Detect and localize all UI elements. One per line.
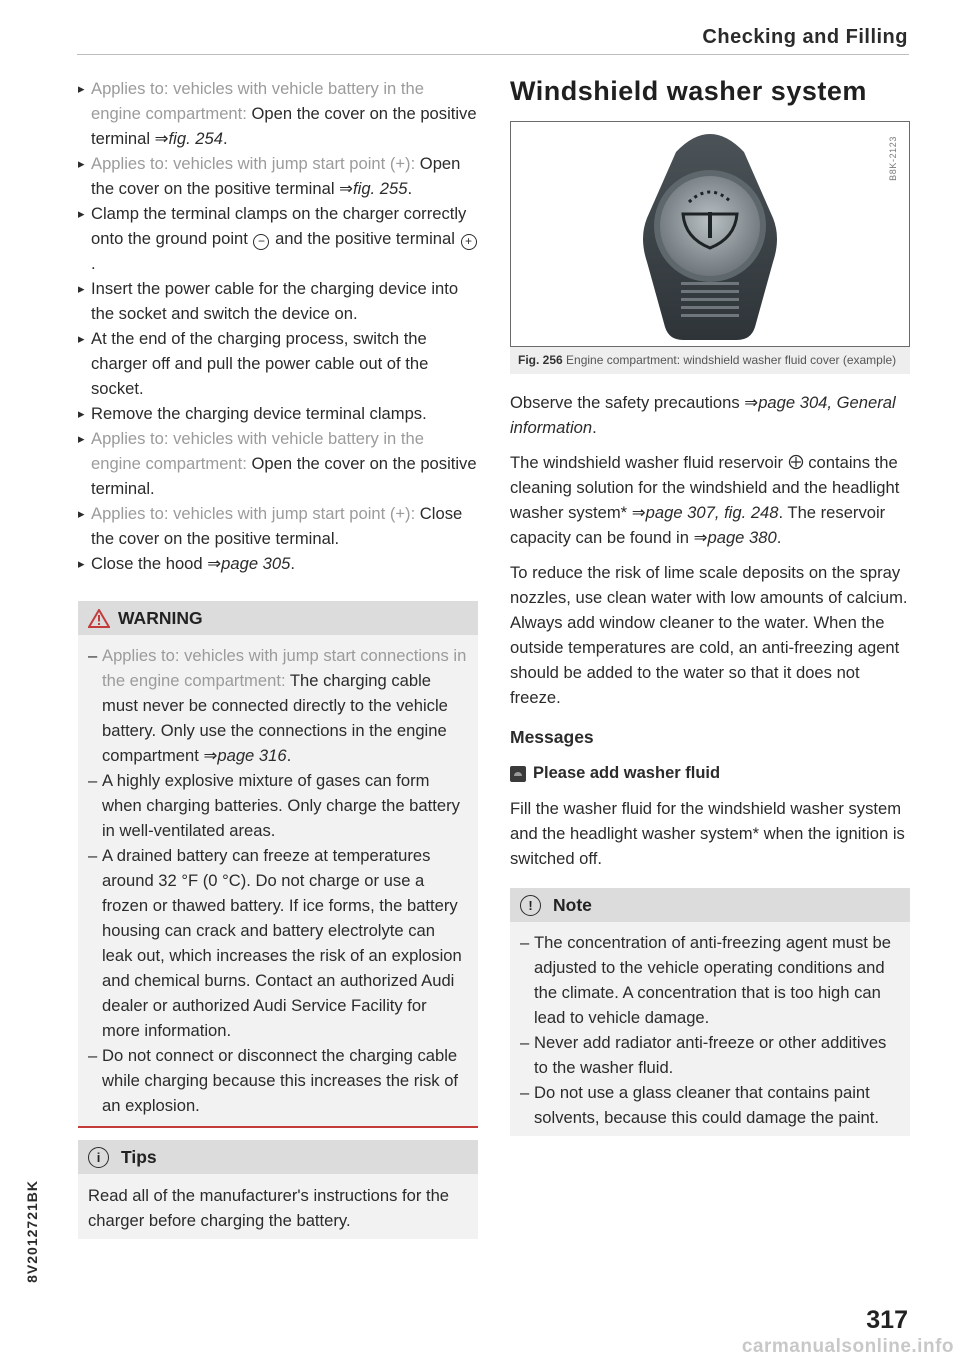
step-text: Open the cover on the positive terminal. bbox=[91, 454, 477, 498]
warning-header bbox=[78, 601, 478, 635]
paragraph-text: contains the cleaning solution for the windshield and the headlight washer system* bbox=[510, 453, 900, 522]
figure-label: Fig. 256 bbox=[518, 353, 563, 367]
right-column bbox=[510, 76, 910, 1136]
cross-reference-link[interactable]: ⇒page 316 bbox=[203, 746, 287, 765]
cross-reference-link[interactable]: ⇒page 305 bbox=[207, 554, 291, 573]
list-item bbox=[78, 551, 478, 576]
cross-reference-link[interactable]: ⇒fig. 254 bbox=[154, 129, 223, 148]
warning-text: A highly explosive mixture of gases can form when charging batteries. Only charge the battery in well-ventilated areas. bbox=[102, 771, 460, 840]
page-number: 317 bbox=[866, 1306, 908, 1334]
list-item: – Do not use a glass cleaner that contains paint solvents, because this could damage the paint. bbox=[520, 1080, 900, 1130]
tips-box bbox=[78, 1140, 478, 1239]
warning-title: WARNING bbox=[118, 607, 203, 628]
list-item bbox=[88, 1043, 468, 1118]
paragraph-text: . The reservoir capacity can be found in bbox=[510, 503, 886, 547]
message-row bbox=[510, 761, 910, 786]
warning-triangle-icon bbox=[88, 609, 110, 628]
warning-text: The charging cable must never be connected directly to the vehicle battery. Only use the connections in the engine compartment bbox=[102, 671, 448, 765]
step-text: Close the cover on the positive terminal. bbox=[91, 504, 463, 548]
step-text: Remove the charging device terminal clamps. bbox=[91, 404, 427, 423]
washer-warning-icon bbox=[510, 766, 526, 782]
punctuation: . bbox=[222, 129, 228, 148]
note-title: Note bbox=[553, 894, 592, 915]
reservoir-paragraph bbox=[510, 450, 910, 550]
step-text: At the end of the charging process, switch the charger off and pull the power cable out of the socket. bbox=[91, 329, 429, 398]
warning-text: Do not connect or disconnect the charging cable while charging because this increases the risk of an explosion. bbox=[102, 1046, 459, 1115]
positive-terminal-plus-icon: + bbox=[461, 234, 477, 250]
step-text: Insert the power cable for the charging device into the socket and switch the device on. bbox=[91, 279, 459, 323]
note-box bbox=[510, 888, 910, 1136]
section-header: Checking and Filling bbox=[702, 26, 908, 48]
tips-header bbox=[78, 1140, 478, 1174]
washer-reservoir-icon bbox=[788, 454, 804, 470]
exclamation-icon: ! bbox=[520, 895, 541, 916]
safety-paragraph bbox=[510, 390, 910, 440]
warning-text: A drained battery can freeze at temperatures around 32 °F (0 °C). Do not charge or use a frozen or thawed battery. If ice forms, the battery housing can crack and battery electrolyte can leak out, which increases the risk of an explosion and chemical burns. Contact an authorized Audi dealer or authorized Audi Service Facility for more information. bbox=[102, 846, 462, 1040]
document-code: 8V2012721BK bbox=[24, 1180, 40, 1283]
punctuation: . bbox=[290, 554, 295, 573]
lime-scale-paragraph: To reduce the risk of lime scale deposits on the spray nozzles, use clean water with low amounts of calcium. Always add window cleaner to the water. When the outside temperatures are cold, an anti-freezing agent should be added to the water so that it does not freeze. bbox=[510, 563, 908, 707]
punctuation: . bbox=[407, 179, 413, 198]
list-item bbox=[78, 401, 478, 426]
punctuation: . bbox=[286, 746, 292, 765]
figure-code: B8K-2123 bbox=[888, 136, 898, 181]
list-item bbox=[78, 276, 478, 326]
list-item bbox=[78, 201, 478, 276]
list-item bbox=[78, 151, 478, 201]
applies-to-text: Applies to: vehicles with vehicle battery in the engine compartment: bbox=[91, 429, 424, 473]
charging-steps-list bbox=[78, 76, 478, 576]
punctuation: . bbox=[592, 418, 597, 437]
ground-point-minus-icon: − bbox=[253, 234, 269, 250]
watermark: carmanualsonline.info bbox=[741, 1336, 954, 1357]
punctuation: . bbox=[776, 528, 782, 547]
message-text: Fill the washer fluid for the windshield washer system and the headlight washer system* when the ignition is switched off. bbox=[510, 799, 905, 868]
info-icon: i bbox=[88, 1147, 109, 1168]
cross-reference-link[interactable]: ⇒page 304, General information bbox=[510, 393, 896, 437]
list-item bbox=[88, 768, 468, 843]
messages-heading: Messages bbox=[510, 727, 594, 747]
cross-reference-link[interactable]: ⇒page 307, fig. 248 bbox=[631, 503, 779, 522]
list-item bbox=[78, 501, 478, 551]
figure-caption-text: Engine compartment: windshield washer fluid cover (example) bbox=[562, 353, 897, 367]
list-item bbox=[78, 326, 478, 401]
list-item bbox=[78, 426, 478, 501]
applies-to-text: Applies to: vehicles with vehicle battery in the engine compartment: bbox=[91, 79, 424, 123]
applies-to-text: Applies to: vehicles with jump start point (+): bbox=[91, 154, 416, 173]
step-text: Open the cover on the positive terminal bbox=[91, 154, 461, 198]
tips-title: Tips bbox=[121, 1146, 157, 1167]
figure-256 bbox=[510, 121, 910, 347]
tips-text: Read all of the manufacturer's instructions for the charger before charging the battery. bbox=[88, 1186, 450, 1230]
washer-fluid-cover-illustration bbox=[511, 122, 909, 346]
warning-box bbox=[78, 601, 478, 1128]
applies-to-text: Applies to: vehicles with jump start connections in the engine compartment: bbox=[102, 646, 467, 690]
list-item bbox=[88, 643, 468, 768]
paragraph-text: The windshield washer fluid reservoir bbox=[510, 453, 788, 472]
cross-reference-link[interactable]: ⇒fig. 255 bbox=[339, 179, 408, 198]
step-text: Open the cover on the positive terminal bbox=[91, 104, 477, 148]
step-text: Close the hood bbox=[91, 554, 208, 573]
list-item: – The concentration of anti-freezing agent must be adjusted to the vehicle operating conditions and the climate. A concentration that is too high can lead to vehicle damage. bbox=[520, 930, 900, 1030]
list-item bbox=[88, 843, 468, 1043]
punctuation: . bbox=[91, 254, 96, 273]
list-item: – Never add radiator anti-freeze or other additives to the washer fluid. bbox=[520, 1030, 900, 1080]
step-text: Clamp the terminal clamps on the charger correctly onto the ground point bbox=[91, 204, 467, 248]
note-header bbox=[510, 888, 910, 922]
left-column bbox=[78, 76, 478, 1239]
page-title: Windshield washer system bbox=[510, 76, 867, 106]
paragraph-text: Observe the safety precautions bbox=[510, 393, 745, 412]
note-list bbox=[510, 922, 910, 1136]
figure-caption bbox=[510, 347, 910, 374]
list-item bbox=[78, 76, 478, 151]
step-text: and the positive terminal bbox=[270, 229, 460, 248]
warning-list bbox=[78, 635, 478, 1126]
header-rule bbox=[77, 54, 909, 55]
applies-to-text: Applies to: vehicles with jump start point (+): bbox=[91, 504, 416, 523]
cross-reference-link[interactable]: ⇒page 380 bbox=[693, 528, 777, 547]
message-title: Please add washer fluid bbox=[533, 764, 721, 782]
